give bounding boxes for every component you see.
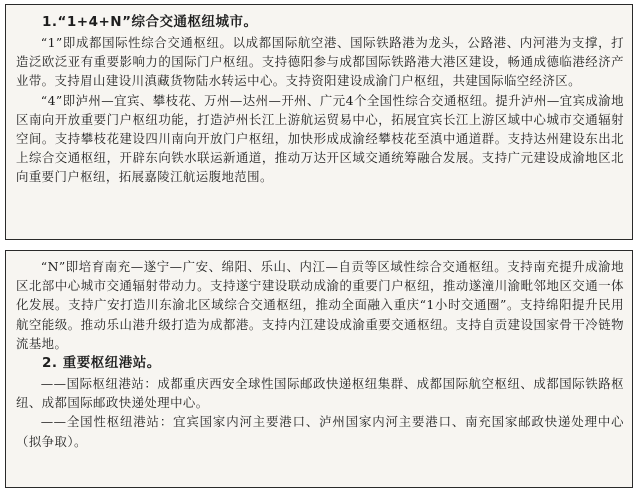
section-heading-1: 1.“1+4+N”综合交通枢纽城市。	[42, 14, 258, 30]
section-heading-2: 2. 重要枢纽港站。	[42, 355, 161, 372]
paragraph-hub-4: “4”即泸州—宜宾、攀枝花、万州—达州—开州、广元4个全国性综合交通枢纽。提升泸州—宜宾成渝地区南向开放重要门户枢纽功能，打造泸州长江上游航运贸易中心，拓展宜宾长江上游区域中心城市交通辐射空间。支持攀枝花建设四川南向开放门户枢纽，加快形成成渝经攀枝花至滇中通道群。支持达州建设东出北上综合交通枢纽，开辟东向铁水联运新通道，推动万达开区域交通统筹融合发展。支持广元建设成渝地区北向重要门户枢纽，拓展嘉陵江航运腹地范围。	[16, 92, 624, 185]
list-item-international-hubs: ——国际枢纽港站：成都重庆西安全球性国际邮政快递枢纽集群、成都国际航空枢纽、成都国际铁路枢纽、成都国际邮政快递处理中心。	[16, 376, 624, 411]
paragraph-hub-1: “1”即成都国际性综合交通枢纽。以成都国际航空港、国际铁路港为龙头，公路港、内河港为支撑，打造泛欧泛亚有重要影响力的国际门户枢纽。支持德阳参与成都国际铁路港大港区建设，畅通成德临港经济产业带。支持眉山建设川滇藏货物陆水转运中心。支持资阳建设成渝门户枢纽，共建国际临空经济区。	[16, 35, 624, 89]
paragraph-hub-n: “N”即培育南充—遂宁—广安、绵阳、乐山、内江—自贡等区域性综合交通枢纽。支持南充提升成渝地区北部中心城市交通辐射带动力。支持遂宁建设联动成渝的重要门户枢纽，推动遂潼川渝毗邻地区交通一体化发展。支持广安打造川东渝北区域综合交通枢纽，推动全面融入重庆“1小时交通圈”。支持绵阳提升民用航空能级。推动乐山港升级打造为成都港。支持内江建设成渝重要交通枢纽。支持自贡建设国家骨干冷链物流基地。	[16, 259, 624, 351]
bottom-text-panel	[5, 250, 633, 488]
top-text-panel	[5, 4, 633, 240]
list-item-national-hubs: ——全国性枢纽港站：宜宾国家内河主要港口、泸州国家内河主要港口、南充国家邮政快递处理中心（拟争取）。	[16, 414, 624, 449]
